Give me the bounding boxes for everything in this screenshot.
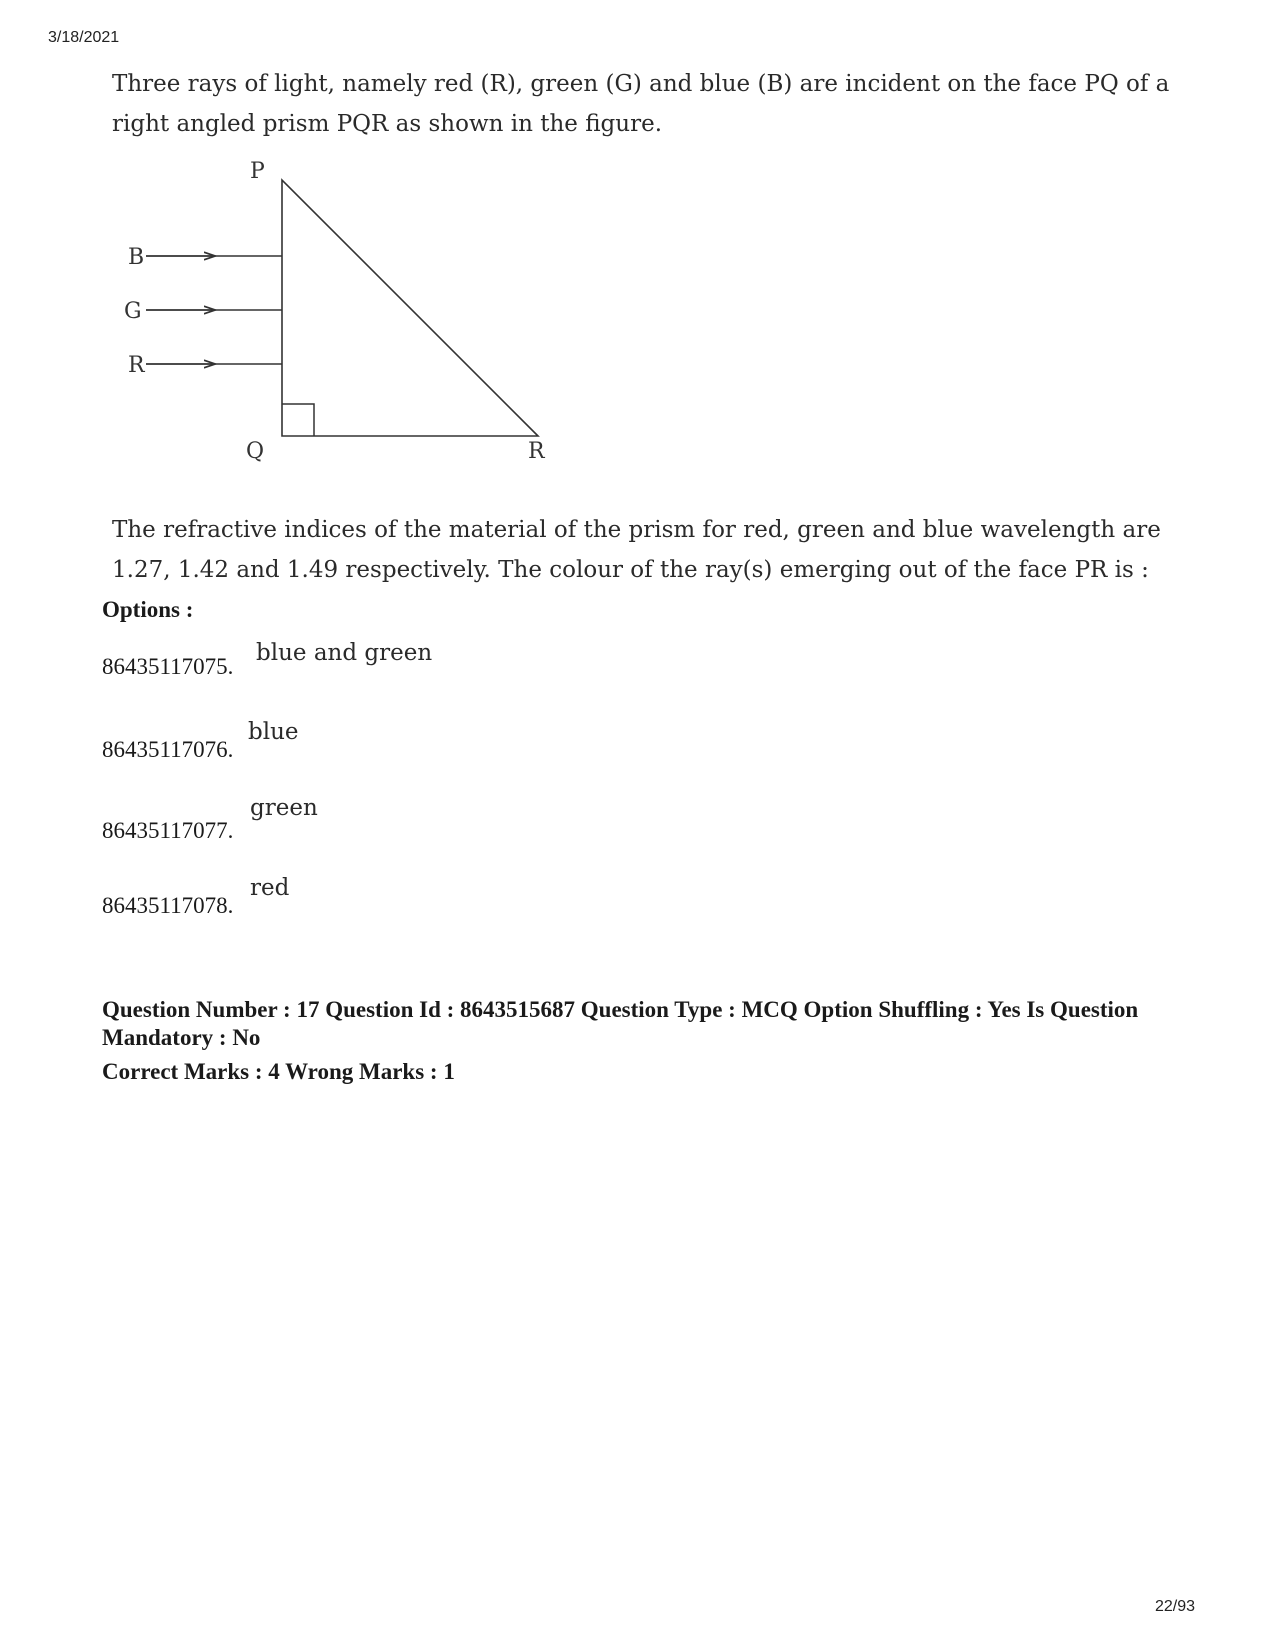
ray-label-b: B xyxy=(128,245,145,270)
ray-label-r: R xyxy=(128,353,145,378)
option-text: green xyxy=(250,795,318,821)
vertex-label-r: R xyxy=(528,439,545,464)
marks-meta: Correct Marks : 4 Wrong Marks : 1 xyxy=(102,1059,455,1084)
print-date: 3/18/2021 xyxy=(48,29,120,46)
option-id: 86435117076. xyxy=(102,737,234,762)
option-id: 86435117075. xyxy=(102,654,234,679)
question-meta: Question Number : 17 Question Id : 8643515687 Question Type : MCQ Option Shuffling : Yes Is Question Mandatory : No xyxy=(102,997,1139,1050)
question-body: The refractive indices of the material of the prism for red, green and blue wavelength are 1.27, 1.42 and 1.49 respectively. The colour of the ray(s) emerging out of the face PR is : xyxy=(112,517,1161,583)
prism-figure xyxy=(110,160,570,480)
vertex-label-p: P xyxy=(250,160,265,184)
page-number: 22/93 xyxy=(1154,1598,1195,1615)
option-text: red xyxy=(250,875,290,901)
option-id: 86435117078. xyxy=(102,893,234,918)
prism-triangle xyxy=(282,180,538,436)
option-id: 86435117077. xyxy=(102,818,234,843)
right-angle-marker xyxy=(282,404,314,436)
question-intro: Three rays of light, namely red (R), green (G) and blue (B) are incident on the face PQ of a right angled prism PQR as shown in the figure. xyxy=(112,71,1170,137)
ray-label-g: G xyxy=(124,299,142,324)
vertex-label-q: Q xyxy=(246,439,265,464)
options-heading: Options : xyxy=(102,597,194,622)
option-text: blue and green xyxy=(256,640,433,666)
option-text: blue xyxy=(248,719,299,745)
